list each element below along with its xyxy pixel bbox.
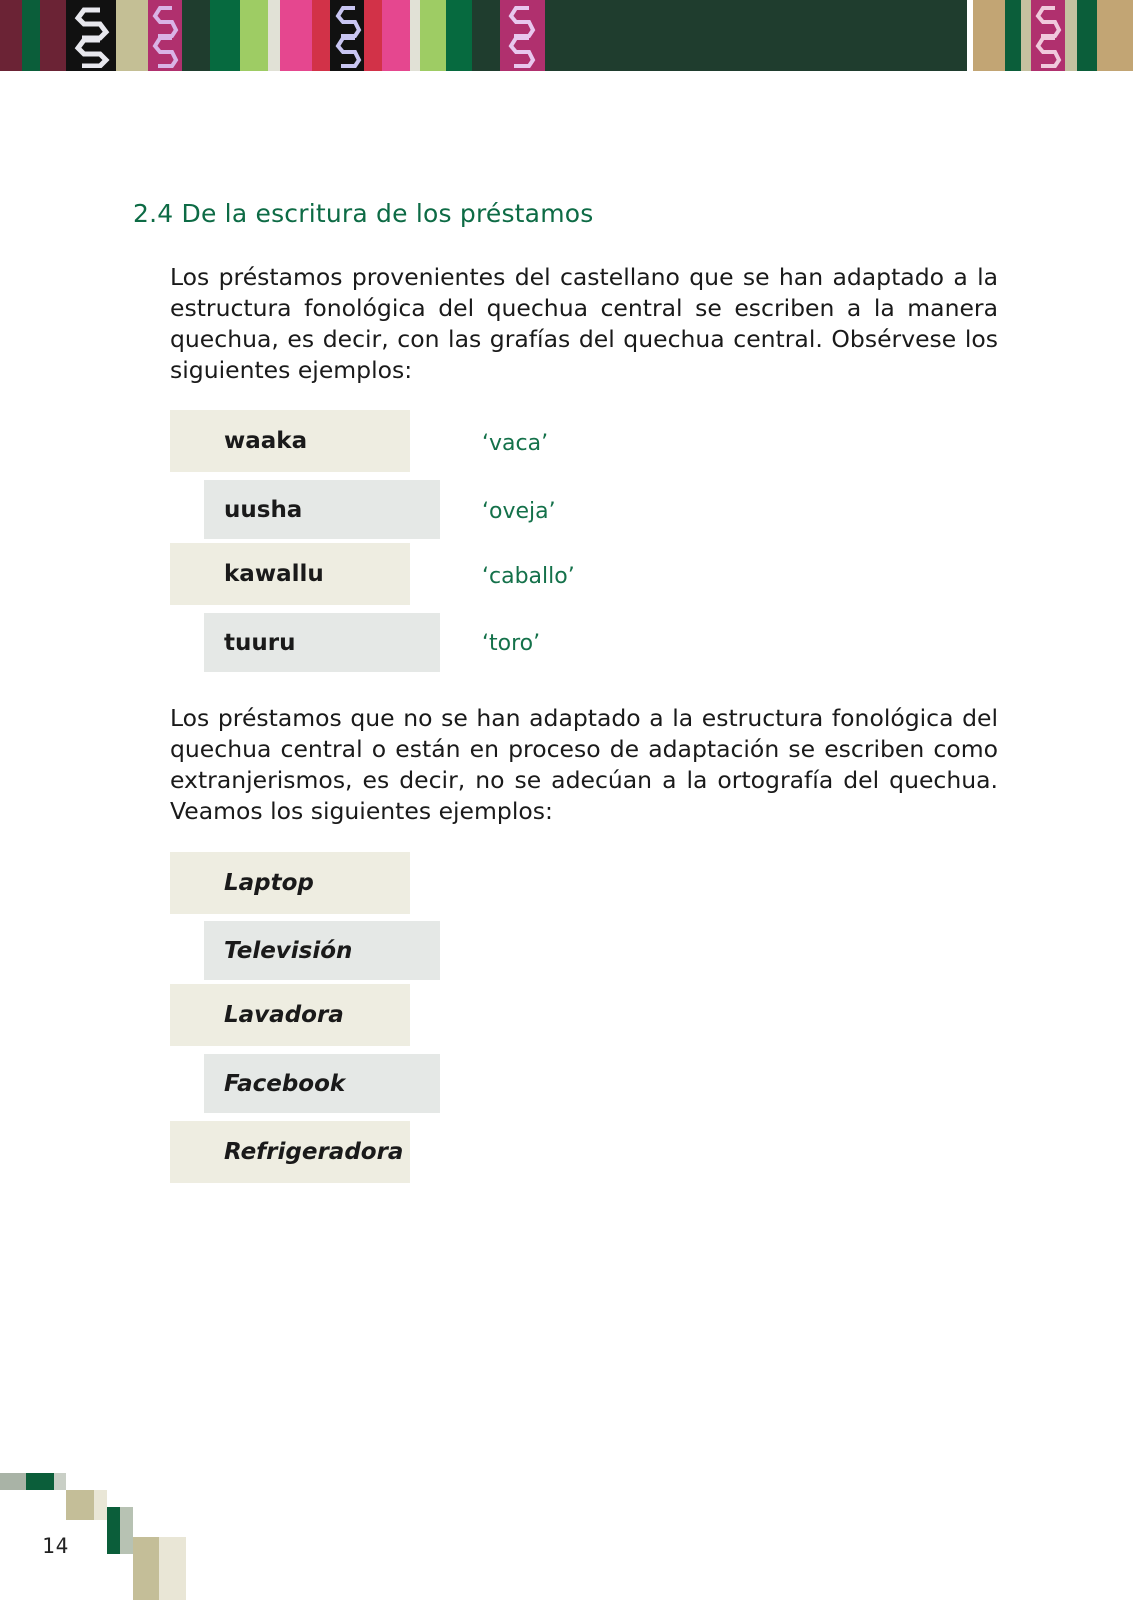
foreign-word: Laptop xyxy=(224,870,314,896)
loan-gloss: ‘toro’ xyxy=(482,631,541,656)
loan-word: uusha xyxy=(224,496,303,523)
foreign-word-box xyxy=(170,1121,410,1183)
foreign-word: Facebook xyxy=(224,1070,346,1097)
woven-s-motif-icon xyxy=(333,4,363,68)
loan-gloss: ‘oveja’ xyxy=(482,499,556,524)
loan-word: tuuru xyxy=(224,629,296,656)
loan-gloss: ‘caballo’ xyxy=(482,564,575,589)
woven-s-motif-icon xyxy=(505,4,539,68)
foreign-words-paragraph: Los préstamos que no se han adaptado a la estructura fonológica del quechua central o están en proceso de adaptación se escriben como extranjerismos, es decir, no se adecúan a la ortografía del quechua. Veamos los siguientes ejemplos: xyxy=(170,704,998,825)
foreign-word: Lavadora xyxy=(224,1002,344,1028)
woven-s-motif-icon xyxy=(70,4,114,68)
woven-s-motif-icon xyxy=(1033,4,1063,68)
section-title: 2.4 De la escritura de los préstamos xyxy=(133,199,594,228)
loan-gloss: ‘vaca’ xyxy=(482,431,549,456)
foreign-word: Televisión xyxy=(224,937,353,964)
page-number: 14 xyxy=(42,1534,70,1558)
foreign-word: Refrigeradora xyxy=(224,1139,404,1165)
loan-word-box xyxy=(170,543,410,605)
loan-word: waaka xyxy=(224,428,308,454)
loan-word-box xyxy=(204,613,440,672)
loan-word-box xyxy=(170,410,410,472)
woven-s-motif-icon xyxy=(150,4,180,68)
foreign-word-box xyxy=(170,984,410,1046)
woven-pattern-banner xyxy=(0,0,1133,71)
intro-paragraph: Los préstamos provenientes del castellano que se han adaptado a la estructura fonológica del quechua central se escriben a la manera quechua, es decir, con las grafías del quechua central. Obsérvese los siguientes ejemplos: xyxy=(170,263,998,384)
loan-word: kawallu xyxy=(224,561,324,587)
foreign-word-box xyxy=(170,852,410,914)
foreign-word-box xyxy=(204,921,440,980)
loan-word-box xyxy=(204,480,440,539)
foreign-word-box xyxy=(204,1054,440,1113)
